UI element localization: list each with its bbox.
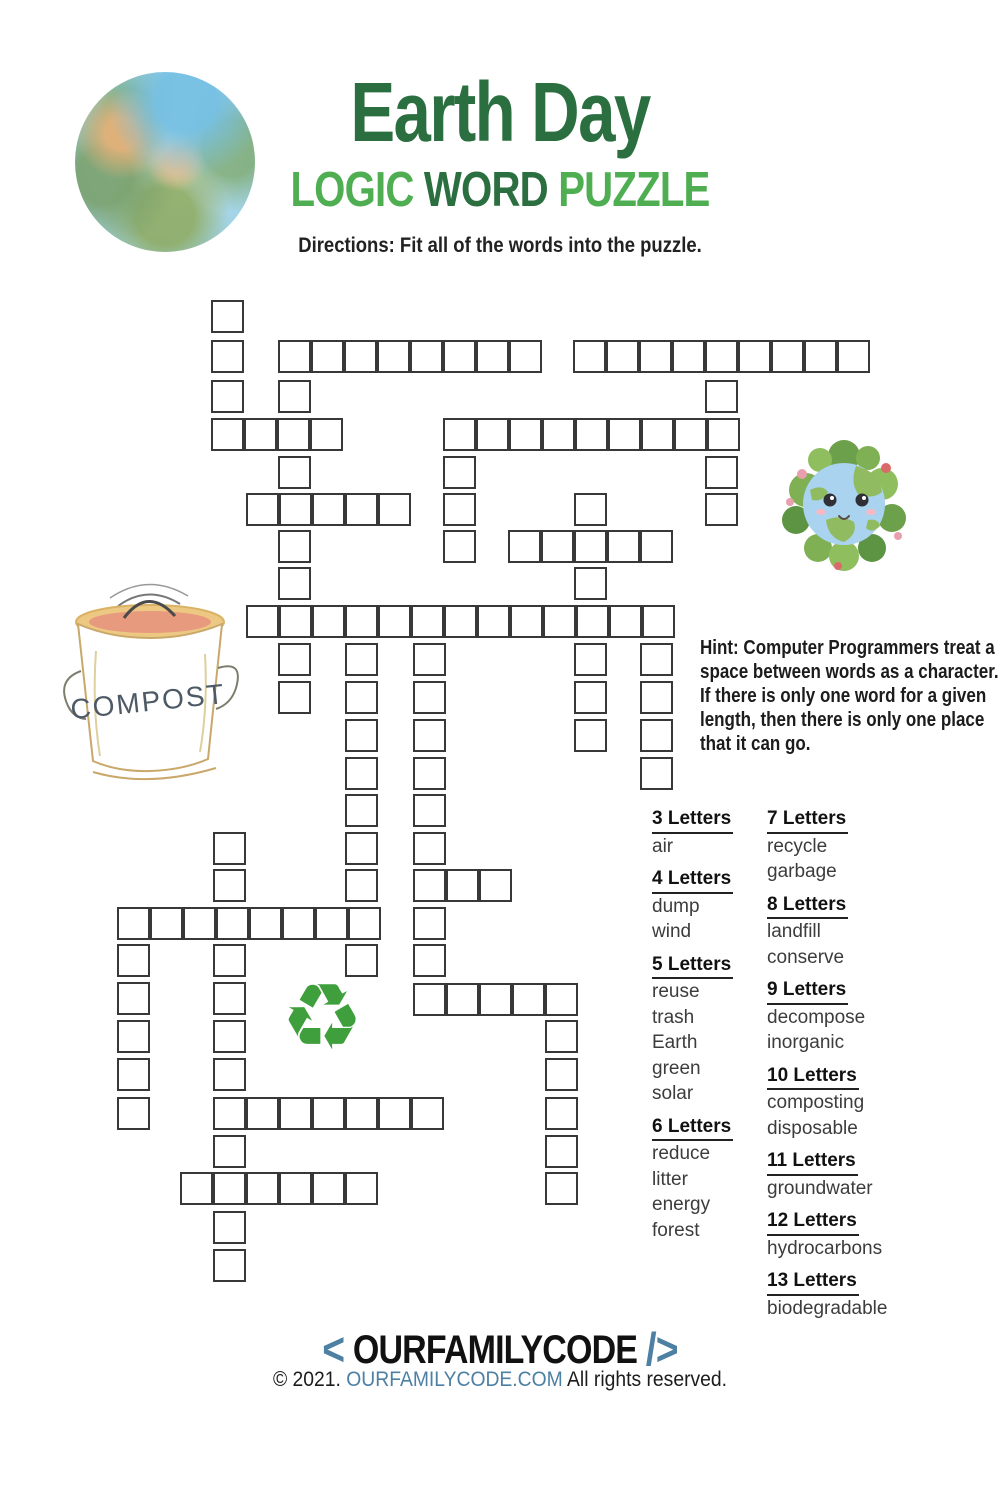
page-subtitle [90, 163, 910, 217]
word-list-word: wind [652, 921, 692, 942]
puzzle-cell[interactable] [771, 340, 804, 373]
puzzle-cell[interactable] [413, 983, 446, 1016]
puzzle-cell[interactable] [705, 340, 738, 373]
word-list-word: conserve [767, 946, 845, 968]
puzzle-cell[interactable] [641, 418, 674, 451]
puzzle-cell[interactable] [246, 605, 279, 638]
word-list-word: litter [652, 1168, 688, 1190]
puzzle-cell[interactable] [574, 493, 607, 526]
word-list-header: 11 Letters [767, 1148, 858, 1176]
puzzle-cell[interactable] [345, 681, 378, 714]
word-list-word: forest [652, 1219, 700, 1241]
puzzle-cell[interactable] [545, 1020, 578, 1053]
puzzle-cell[interactable] [738, 340, 771, 373]
puzzle-cell[interactable] [607, 530, 640, 563]
puzzle-cell[interactable] [479, 983, 512, 1016]
word-list-word: landfill [767, 921, 821, 942]
puzzle-cell[interactable] [278, 530, 311, 563]
puzzle-cell[interactable] [278, 380, 311, 413]
hint-text: Hint: Computer Programmers treat a space between words as a character. If there is only one word for a given length, then there is only one place that it can go. [700, 637, 999, 755]
word-list-word: disposable [767, 1117, 858, 1139]
puzzle-cell[interactable] [311, 340, 344, 373]
word-list-header: 13 Letters [767, 1268, 859, 1296]
puzzle-cell[interactable] [211, 300, 244, 333]
word-list-word: composting [767, 1092, 865, 1113]
puzzle-cell[interactable] [213, 1020, 246, 1053]
puzzle-cell[interactable] [213, 869, 246, 902]
puzzle-cell[interactable] [545, 1172, 578, 1205]
puzzle-cell[interactable] [443, 456, 476, 489]
puzzle-cell[interactable] [213, 1211, 246, 1244]
puzzle-cell[interactable] [278, 340, 311, 373]
word-list-right [767, 806, 967, 1321]
puzzle-cell[interactable] [279, 605, 312, 638]
puzzle-cell[interactable] [674, 418, 707, 451]
puzzle-cell[interactable] [216, 907, 249, 940]
puzzle-cell[interactable] [277, 418, 310, 451]
word-list-word: recycle [767, 835, 828, 857]
puzzle-cell[interactable] [413, 832, 446, 865]
puzzle-cell[interactable] [545, 1058, 578, 1091]
puzzle-cell[interactable] [117, 944, 150, 977]
puzzle-cell[interactable] [576, 605, 609, 638]
puzzle-cell[interactable] [573, 340, 606, 373]
puzzle-cell[interactable] [345, 869, 378, 902]
puzzle-cell[interactable] [411, 1097, 444, 1130]
puzzle-cell[interactable] [543, 605, 576, 638]
puzzle-cell[interactable] [345, 643, 378, 676]
puzzle-cell[interactable] [444, 605, 477, 638]
word-list-header: 9 Letters [767, 977, 848, 1005]
puzzle-cell[interactable] [413, 907, 446, 940]
word-list-word: trash [652, 1006, 695, 1028]
directions-text: Directions: Fit all of the words into the puzzle. [298, 234, 702, 257]
puzzle-cell[interactable] [705, 493, 738, 526]
puzzle-cell[interactable] [117, 1058, 150, 1091]
word-list-word: reduce [652, 1143, 711, 1164]
puzzle-cell[interactable] [378, 605, 411, 638]
puzzle-cell[interactable] [804, 340, 837, 373]
puzzle-cell[interactable] [310, 418, 343, 451]
word-list-word: Earth [652, 1032, 698, 1053]
puzzle-cell[interactable] [213, 1058, 246, 1091]
puzzle-cell[interactable] [574, 530, 607, 563]
puzzle-cell[interactable] [574, 681, 607, 714]
puzzle-cell[interactable] [640, 757, 673, 790]
puzzle-cell[interactable] [705, 380, 738, 413]
puzzle-cell[interactable] [574, 719, 607, 752]
puzzle-cell[interactable] [545, 983, 578, 1016]
logo-text: OURFAMILYCODE [352, 1328, 638, 1372]
puzzle-cell[interactable] [545, 1097, 578, 1130]
page-title: Earth Day [350, 65, 650, 159]
puzzle-cell[interactable] [345, 1097, 378, 1130]
subtitle-part: WORD [423, 163, 559, 217]
puzzle-cell[interactable] [279, 493, 312, 526]
puzzle-cell[interactable] [183, 907, 216, 940]
word-list-word: reuse [652, 981, 700, 1002]
subtitle-part: LOGIC [290, 163, 424, 217]
puzzle-cell[interactable] [575, 418, 608, 451]
puzzle-cell[interactable] [279, 1172, 312, 1205]
puzzle-cell[interactable] [707, 418, 740, 451]
puzzle-cell[interactable] [344, 340, 377, 373]
word-list-word: biodegradable [767, 1297, 888, 1319]
word-list-header: 8 Letters [767, 892, 848, 920]
puzzle-cell[interactable] [509, 340, 542, 373]
puzzle-cell[interactable] [413, 643, 446, 676]
puzzle-cell[interactable] [244, 418, 277, 451]
puzzle-cell[interactable] [606, 340, 639, 373]
word-list-word: decompose [767, 1006, 866, 1028]
word-list-left [652, 806, 764, 1243]
puzzle-cell[interactable] [639, 340, 672, 373]
word-list-word: green [652, 1057, 701, 1079]
word-list-word: energy [652, 1194, 711, 1215]
puzzle-cell[interactable] [378, 493, 411, 526]
puzzle-cell[interactable] [345, 794, 378, 827]
puzzle-cell[interactable] [640, 719, 673, 752]
puzzle-cell[interactable] [278, 643, 311, 676]
kawaii-earth-illustration [780, 432, 908, 572]
compost-label: COMPOST [69, 678, 227, 726]
subtitle-part: PUZZLE [558, 163, 710, 217]
puzzle-cell[interactable] [413, 719, 446, 752]
puzzle-cell[interactable] [213, 944, 246, 977]
puzzle-cell[interactable] [278, 456, 311, 489]
word-list-header: 3 Letters [652, 806, 733, 834]
puzzle-cell[interactable] [312, 605, 345, 638]
puzzle-cell[interactable] [672, 340, 705, 373]
puzzle-cell[interactable] [642, 605, 675, 638]
puzzle-cell[interactable] [312, 493, 345, 526]
recycle-icon: ♻ [281, 964, 364, 1071]
compost-bag-illustration [48, 576, 248, 801]
puzzle-cell[interactable] [574, 567, 607, 600]
puzzle-cell[interactable] [509, 418, 542, 451]
word-list-word: dump [652, 895, 700, 917]
puzzle-cell[interactable] [117, 907, 150, 940]
puzzle-cell[interactable] [312, 1097, 345, 1130]
logo-close-bracket-icon: /> [645, 1323, 678, 1375]
puzzle-cell[interactable] [378, 1097, 411, 1130]
puzzle-cell[interactable] [345, 1172, 378, 1205]
puzzle-cell[interactable] [246, 493, 279, 526]
puzzle-cell[interactable] [446, 983, 479, 1016]
puzzle-cell[interactable] [446, 869, 479, 902]
puzzle-cell[interactable] [249, 907, 282, 940]
puzzle-cell[interactable] [443, 493, 476, 526]
puzzle-cell[interactable] [312, 1172, 345, 1205]
puzzle-cell[interactable] [117, 982, 150, 1015]
puzzle-cell[interactable] [213, 832, 246, 865]
puzzle-cell[interactable] [608, 418, 641, 451]
puzzle-cell[interactable] [574, 643, 607, 676]
puzzle-cell[interactable] [542, 418, 575, 451]
word-list-header: 5 Letters [652, 952, 733, 980]
puzzle-cell[interactable] [640, 530, 673, 563]
puzzle-cell[interactable] [410, 340, 443, 373]
puzzle-cell[interactable] [279, 1097, 312, 1130]
copyright-suffix: All rights reserved. [562, 1368, 728, 1391]
puzzle-cell[interactable] [413, 944, 446, 977]
puzzle-cell[interactable] [479, 869, 512, 902]
puzzle-cell[interactable] [477, 605, 510, 638]
puzzle-cell[interactable] [213, 982, 246, 1015]
puzzle-cell[interactable] [213, 1097, 246, 1130]
word-list-word: inorganic [767, 1032, 845, 1053]
puzzle-cell[interactable] [345, 493, 378, 526]
puzzle-cell[interactable] [411, 605, 444, 638]
word-list-word: hydrocarbons [767, 1237, 883, 1259]
puzzle-cell[interactable] [180, 1172, 213, 1205]
puzzle-cell[interactable] [348, 907, 381, 940]
puzzle-cell[interactable] [413, 869, 446, 902]
copyright-line [40, 1368, 960, 1392]
puzzle-cell[interactable] [413, 681, 446, 714]
puzzle-cell[interactable] [246, 1097, 279, 1130]
puzzle-cell[interactable] [512, 983, 545, 1016]
puzzle-cell[interactable] [213, 1249, 246, 1282]
word-list-word: groundwater [767, 1177, 873, 1199]
puzzle-cell[interactable] [705, 456, 738, 489]
puzzle-cell[interactable] [541, 530, 574, 563]
puzzle-cell[interactable] [315, 907, 348, 940]
puzzle-cell[interactable] [413, 794, 446, 827]
puzzle-cell[interactable] [476, 340, 509, 373]
word-list-word: solar [652, 1083, 694, 1104]
puzzle-cell[interactable] [211, 418, 244, 451]
word-list-word: garbage [767, 861, 837, 882]
puzzle-cell[interactable] [443, 418, 476, 451]
puzzle-cell[interactable] [545, 1135, 578, 1168]
copyright-prefix: © 2021. [272, 1368, 347, 1391]
puzzle-cell[interactable] [213, 1135, 246, 1168]
puzzle-cell[interactable] [640, 681, 673, 714]
puzzle-cell[interactable] [278, 681, 311, 714]
puzzle-cell[interactable] [640, 643, 673, 676]
word-list-header: 6 Letters [652, 1114, 733, 1142]
puzzle-cell[interactable] [508, 530, 541, 563]
puzzle-cell[interactable] [837, 340, 870, 373]
puzzle-cell[interactable] [117, 1097, 150, 1130]
puzzle-cell[interactable] [377, 340, 410, 373]
word-list-header: 10 Letters [767, 1063, 859, 1091]
word-list-header: 7 Letters [767, 806, 848, 834]
puzzle-cell[interactable] [345, 719, 378, 752]
puzzle-cell[interactable] [278, 567, 311, 600]
word-list-header: 4 Letters [652, 866, 733, 894]
word-list-header: 12 Letters [767, 1208, 859, 1236]
copyright-site: OURFAMILYCODE.COM [346, 1368, 563, 1391]
puzzle-cell[interactable] [345, 605, 378, 638]
puzzle-cell[interactable] [443, 340, 476, 373]
puzzle-cell[interactable] [510, 605, 543, 638]
logo-open-bracket-icon: < [322, 1323, 345, 1375]
puzzle-cell[interactable] [345, 757, 378, 790]
puzzle-cell[interactable] [150, 907, 183, 940]
puzzle-cell[interactable] [609, 605, 642, 638]
puzzle-cell[interactable] [211, 340, 244, 373]
puzzle-cell[interactable] [413, 757, 446, 790]
puzzle-cell[interactable] [246, 1172, 279, 1205]
puzzle-cell[interactable] [345, 832, 378, 865]
puzzle-cell[interactable] [213, 1172, 246, 1205]
puzzle-cell[interactable] [282, 907, 315, 940]
word-list-word: air [652, 835, 674, 857]
puzzle-cell[interactable] [476, 418, 509, 451]
puzzle-cell[interactable] [117, 1020, 150, 1053]
puzzle-cell[interactable] [211, 380, 244, 413]
puzzle-cell[interactable] [443, 530, 476, 563]
